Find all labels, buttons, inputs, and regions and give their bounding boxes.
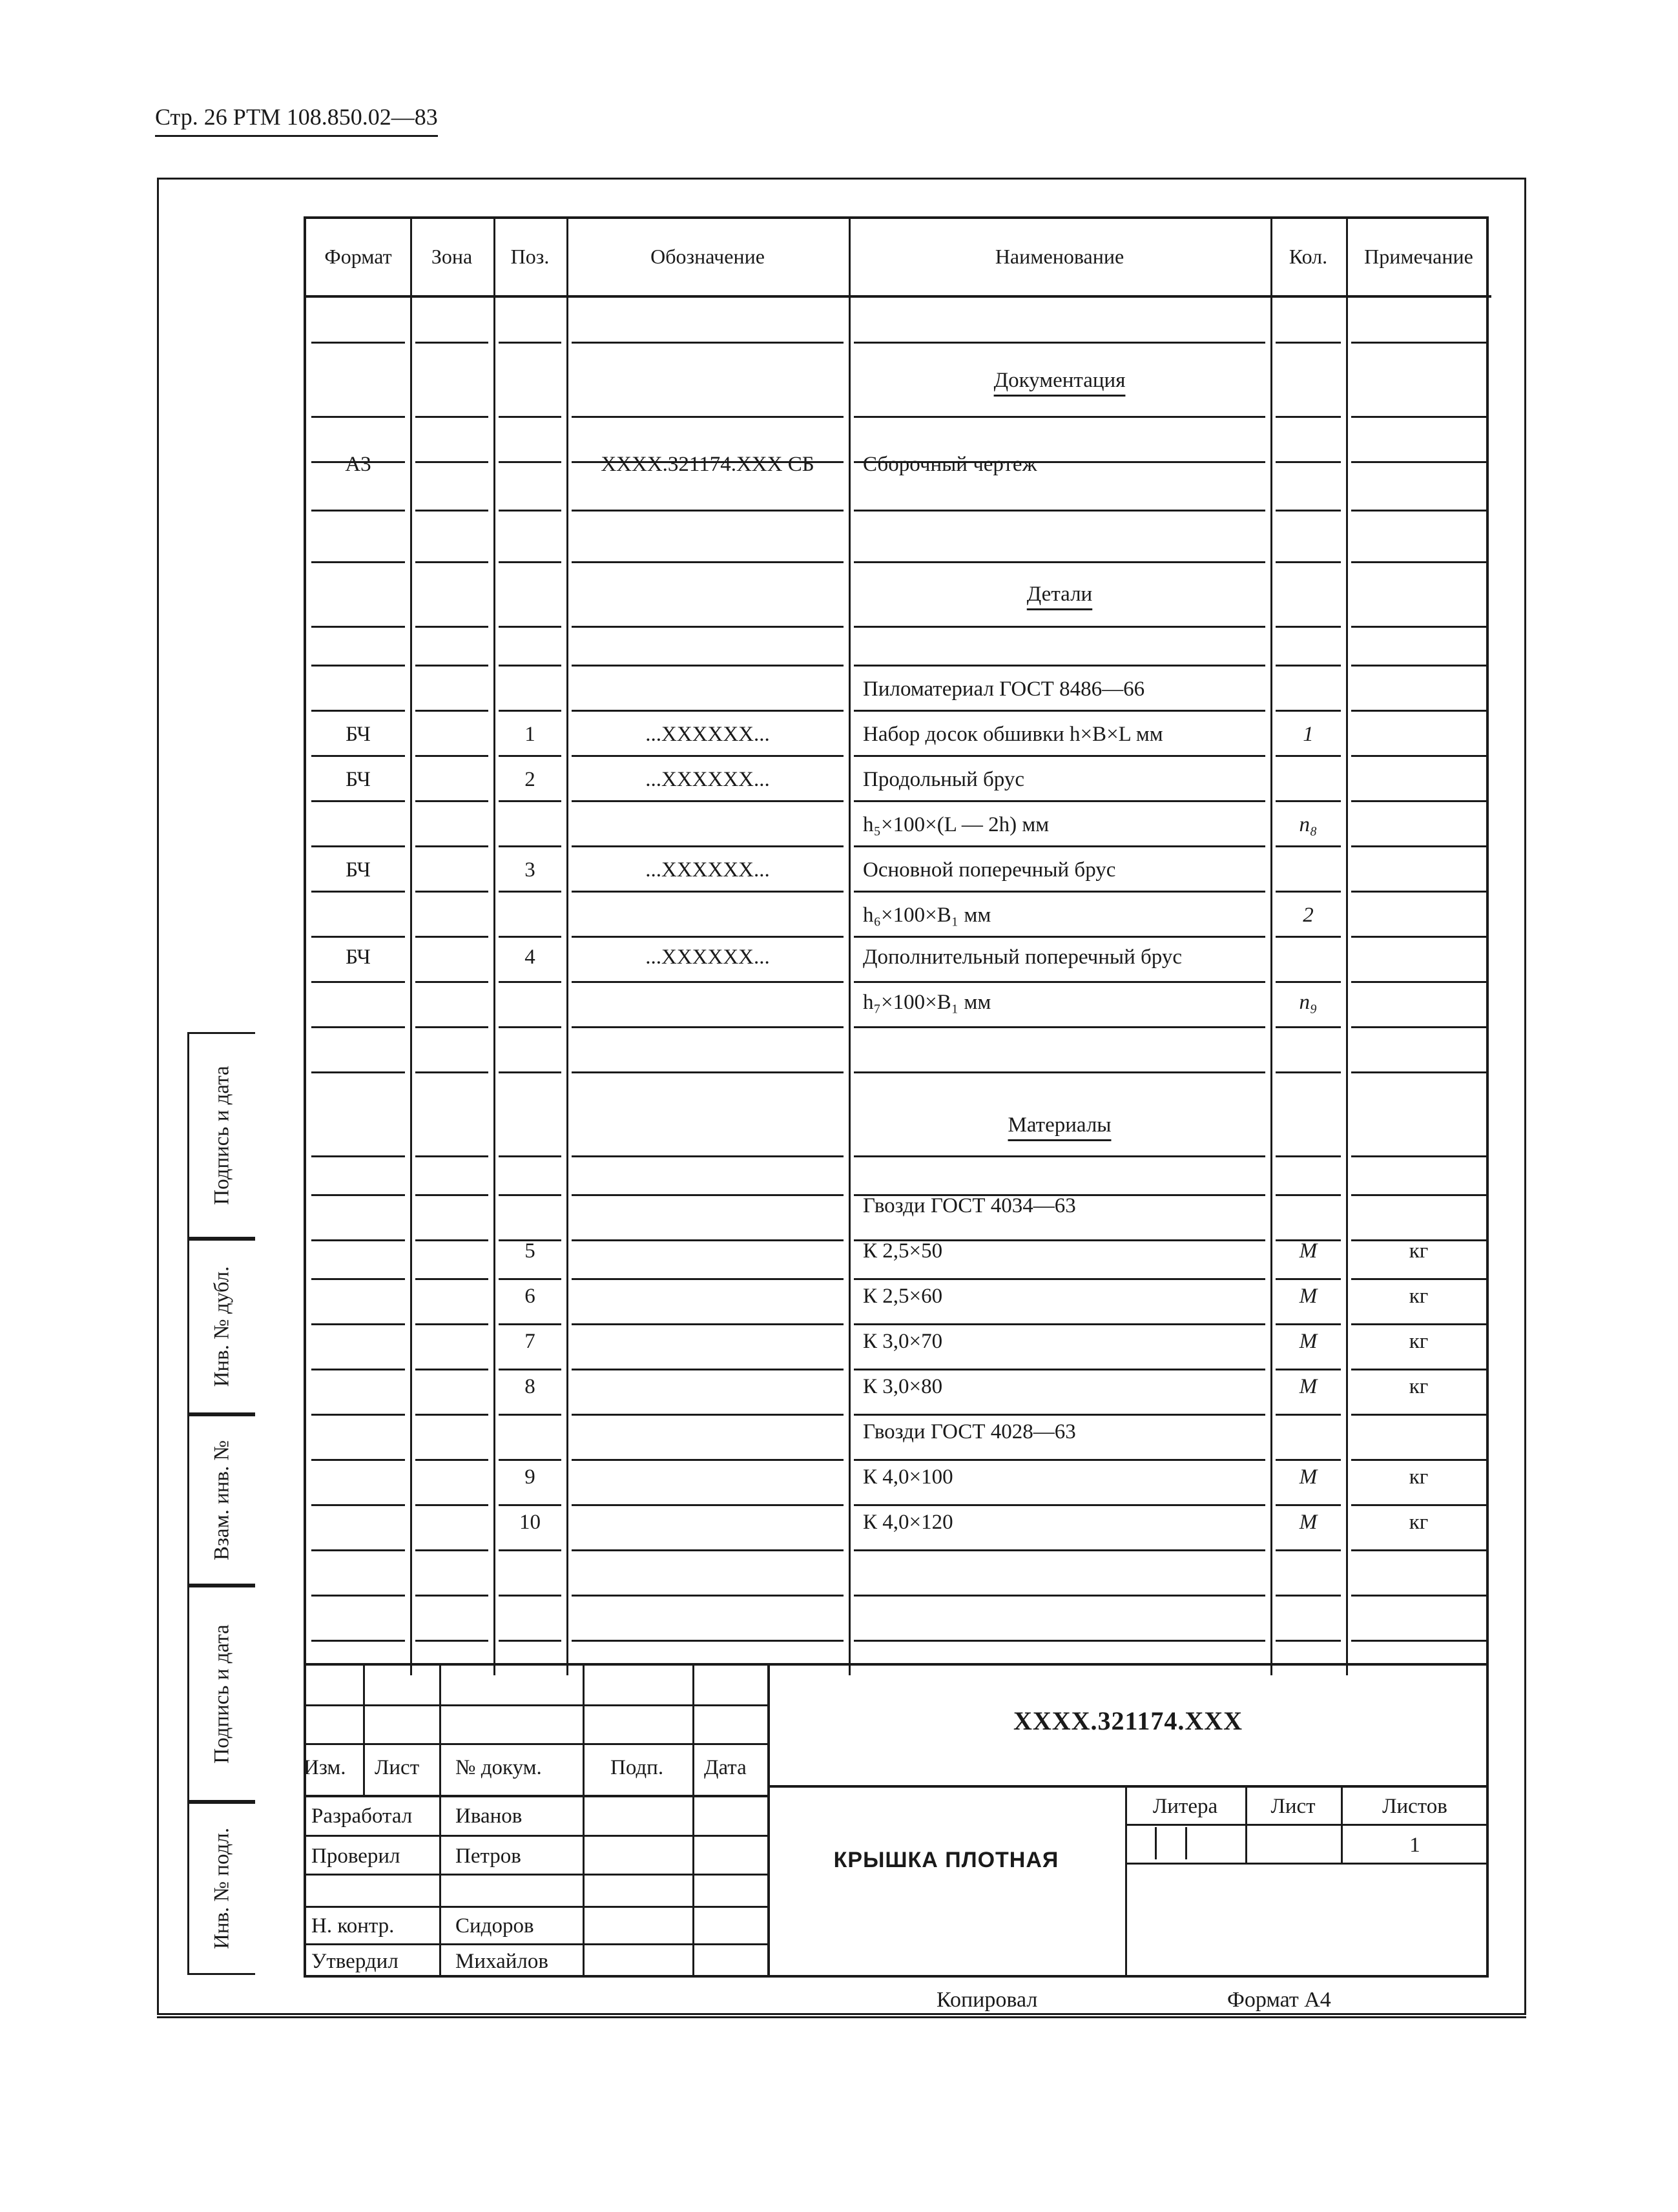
row-rule xyxy=(572,1549,844,1551)
row-rule xyxy=(311,800,405,802)
row-rule xyxy=(415,1155,488,1157)
row-rule xyxy=(854,710,1265,712)
row-rule xyxy=(311,1278,405,1280)
row-rule xyxy=(311,1026,405,1028)
tb-col-doc: № докум. xyxy=(455,1756,542,1779)
row-rule xyxy=(499,1071,561,1073)
row-11-note: кг xyxy=(1409,1239,1429,1263)
row-rule xyxy=(1351,936,1486,938)
row-rule xyxy=(854,755,1265,757)
row-rule xyxy=(1351,1369,1486,1370)
row-rule xyxy=(1276,1071,1341,1073)
row-rule xyxy=(572,710,844,712)
row-rule xyxy=(1276,1504,1341,1506)
row-rule xyxy=(415,510,488,512)
row-rule xyxy=(1276,1414,1341,1416)
row-rule xyxy=(572,1504,844,1506)
row-7-name: h₆×100×B₁ мм xyxy=(863,904,991,927)
row-rule xyxy=(499,1549,561,1551)
row-8-designation: ...ХХХХХХ... xyxy=(645,946,770,969)
row-17-qty: М xyxy=(1299,1511,1318,1534)
row-9-qty: n₉ xyxy=(1299,991,1318,1014)
row-rule xyxy=(415,1026,488,1028)
row-rule xyxy=(311,845,405,847)
row-rule xyxy=(1276,845,1341,847)
row-8-pos: 4 xyxy=(524,946,535,969)
side-label-sign-date-2: Подпись и дата xyxy=(210,1624,234,1764)
row-rule xyxy=(1276,1640,1341,1642)
row-rule xyxy=(1351,1278,1486,1280)
row-rule xyxy=(499,755,561,757)
row-rule xyxy=(1276,755,1341,757)
row-rule xyxy=(572,891,844,893)
row-rule xyxy=(1276,416,1341,418)
row-rule xyxy=(499,1026,561,1028)
row-4-name: Продольный брус xyxy=(863,768,1024,791)
row-rule xyxy=(854,800,1265,802)
row-rule xyxy=(1276,710,1341,712)
tb-person-3: Сидоров xyxy=(455,1914,534,1938)
row-17-pos: 10 xyxy=(519,1511,541,1534)
row-rule xyxy=(311,1414,405,1416)
row-rule xyxy=(1351,710,1486,712)
tb-col-date: Дата xyxy=(704,1756,747,1779)
row-rule xyxy=(499,1369,561,1370)
row-rule xyxy=(1351,626,1486,628)
row-rule xyxy=(1276,626,1341,628)
row-rule xyxy=(572,1239,844,1241)
side-tab-vzam-inv xyxy=(187,1414,255,1586)
row-rule xyxy=(415,1640,488,1642)
row-rule xyxy=(1351,845,1486,847)
row-rule xyxy=(311,1194,405,1196)
row-rule xyxy=(415,710,488,712)
row-rule xyxy=(1276,342,1341,344)
row-rule xyxy=(1351,1504,1486,1506)
row-17-name: К 4,0×120 xyxy=(863,1511,953,1534)
row-rule xyxy=(854,981,1265,983)
row-rule xyxy=(1276,1026,1341,1028)
row-rule xyxy=(1351,981,1486,983)
row-rule xyxy=(1276,1155,1341,1157)
row-rule xyxy=(415,416,488,418)
row-rule xyxy=(311,1239,405,1241)
row-rule xyxy=(1351,1595,1486,1597)
tb-col-list: Лист xyxy=(375,1756,420,1779)
row-12-qty: М xyxy=(1299,1285,1318,1308)
frame-bottom-line xyxy=(157,2016,1526,2018)
row-rule xyxy=(415,1239,488,1241)
row-rule xyxy=(572,981,844,983)
row-rule xyxy=(572,342,844,344)
row-rule xyxy=(499,800,561,802)
side-tab-sign-date-2 xyxy=(187,1586,255,1802)
row-rule xyxy=(311,936,405,938)
tb-designation: ХХХХ.321174.ХХХ xyxy=(1013,1706,1243,1735)
row-rule xyxy=(1276,891,1341,893)
row-rule xyxy=(415,1071,488,1073)
row-5-name: h₅×100×(L — 2h) мм xyxy=(863,813,1050,836)
row-rule xyxy=(415,1595,488,1597)
row-rule xyxy=(415,665,488,667)
row-rule xyxy=(1351,461,1486,463)
row-rule xyxy=(499,561,561,563)
row-14-pos: 8 xyxy=(524,1375,535,1398)
row-rule xyxy=(311,1323,405,1325)
row-rule xyxy=(311,626,405,628)
row-rule xyxy=(311,1640,405,1642)
row-rule xyxy=(499,1414,561,1416)
row-11-pos: 5 xyxy=(524,1239,535,1263)
row-rule xyxy=(1276,800,1341,802)
row-rule xyxy=(311,416,405,418)
row-12-name: К 2,5×60 xyxy=(863,1285,943,1308)
row-rule xyxy=(1276,461,1341,463)
row-13-qty: М xyxy=(1299,1330,1318,1353)
row-rule xyxy=(499,1155,561,1157)
row-rule xyxy=(499,626,561,628)
row-rule xyxy=(1351,510,1486,512)
col-header-qty: Кол. xyxy=(1289,245,1328,268)
row-rule xyxy=(1351,1323,1486,1325)
row-rule xyxy=(415,936,488,938)
tb-litera: Литера xyxy=(1152,1795,1218,1818)
row-rule xyxy=(854,1595,1265,1597)
row-3-pos: 1 xyxy=(524,723,535,746)
row-1-format: А3 xyxy=(345,453,371,476)
row-rule xyxy=(572,665,844,667)
row-rule xyxy=(311,1549,405,1551)
row-16-qty: М xyxy=(1299,1465,1318,1489)
row-rule xyxy=(572,626,844,628)
tb-role-4: Утвердил xyxy=(311,1950,399,1973)
row-rule xyxy=(854,1549,1265,1551)
title-block xyxy=(304,1663,1489,1978)
row-rule xyxy=(415,1278,488,1280)
col-header-format: Формат xyxy=(324,245,392,268)
tb-col-izm: Изм. xyxy=(304,1756,346,1779)
row-rule xyxy=(1276,1278,1341,1280)
row-rule xyxy=(499,981,561,983)
row-rule xyxy=(1351,1155,1486,1157)
row-rule xyxy=(415,845,488,847)
row-rule xyxy=(854,845,1265,847)
row-rule xyxy=(1276,1549,1341,1551)
row-rule xyxy=(311,1504,405,1506)
row-4-designation: ...ХХХХХХ... xyxy=(645,768,770,791)
row-rule xyxy=(572,1155,844,1157)
page-header xyxy=(155,103,438,130)
row-10-name: Гвозди ГОСТ 4034—63 xyxy=(863,1194,1076,1217)
row-3-name: Набор досок обшивки h×B×L мм xyxy=(863,723,1163,746)
row-rule xyxy=(311,1071,405,1073)
row-rule xyxy=(854,1155,1265,1157)
row-rule xyxy=(1351,1071,1486,1073)
row-rule xyxy=(572,936,844,938)
tb-role-3: Н. контр. xyxy=(311,1914,395,1938)
row-rule xyxy=(415,800,488,802)
row-rule xyxy=(499,510,561,512)
row-rule xyxy=(1276,1194,1341,1196)
side-label-vzam-inv: Взам. инв. № xyxy=(210,1440,234,1560)
row-9-name: h₇×100×B₁ мм xyxy=(863,991,991,1014)
tb-col-sign: Подп. xyxy=(610,1756,664,1779)
row-rule xyxy=(499,936,561,938)
row-rule xyxy=(854,936,1265,938)
side-tab-inv-dubl xyxy=(187,1239,255,1414)
row-rule xyxy=(415,1459,488,1461)
row-rule xyxy=(854,1071,1265,1073)
row-rule xyxy=(854,416,1265,418)
row-rule xyxy=(572,1369,844,1370)
row-rule xyxy=(499,891,561,893)
col-header-zone: Зона xyxy=(431,245,473,268)
row-6-pos: 3 xyxy=(524,858,535,882)
row-rule xyxy=(1351,1194,1486,1196)
row-rule xyxy=(854,1026,1265,1028)
col-header-name: Наименование xyxy=(995,245,1124,268)
row-11-qty: М xyxy=(1299,1239,1318,1263)
row-rule xyxy=(1276,936,1341,938)
footer-copied: Копировал xyxy=(937,1988,1038,2012)
row-rule xyxy=(415,561,488,563)
row-rule xyxy=(1351,342,1486,344)
row-16-pos: 9 xyxy=(524,1465,535,1489)
row-rule xyxy=(572,1071,844,1073)
row-rule xyxy=(854,1278,1265,1280)
row-rule xyxy=(311,981,405,983)
row-rule xyxy=(311,1155,405,1157)
row-rule xyxy=(415,1414,488,1416)
row-rule xyxy=(499,1640,561,1642)
row-13-name: К 3,0×70 xyxy=(863,1330,943,1353)
row-rule xyxy=(572,800,844,802)
row-rule xyxy=(854,1369,1265,1370)
col-header-pos: Поз. xyxy=(510,245,550,268)
row-rule xyxy=(415,1369,488,1370)
tb-title: КРЫШКА ПЛОТНАЯ xyxy=(833,1848,1059,1872)
row-rule xyxy=(499,342,561,344)
row-rule xyxy=(1351,1026,1486,1028)
row-rule xyxy=(854,665,1265,667)
row-12-pos: 6 xyxy=(524,1285,535,1308)
row-rule xyxy=(311,1459,405,1461)
row-rule xyxy=(854,1640,1265,1642)
row-3-qty: 1 xyxy=(1303,723,1314,746)
row-rule xyxy=(572,1459,844,1461)
section-documentation: Документация xyxy=(993,369,1126,392)
side-tab-inv-podl xyxy=(187,1802,255,1975)
row-3-designation: ...ХХХХХХ... xyxy=(645,723,770,746)
row-rule xyxy=(854,342,1265,344)
row-rule xyxy=(572,510,844,512)
row-rule xyxy=(499,461,561,463)
row-rule xyxy=(311,710,405,712)
side-label-sign-date-1: Подпись и дата xyxy=(210,1066,234,1205)
row-rule xyxy=(1351,1549,1486,1551)
row-rule xyxy=(1351,1414,1486,1416)
row-rule xyxy=(572,1323,844,1325)
row-rule xyxy=(415,1323,488,1325)
row-rule xyxy=(854,510,1265,512)
row-rule xyxy=(572,416,844,418)
row-17-note: кг xyxy=(1409,1511,1429,1534)
row-rule xyxy=(1276,665,1341,667)
row-rule xyxy=(415,626,488,628)
row-rule xyxy=(499,1194,561,1196)
row-rule xyxy=(499,416,561,418)
row-rule xyxy=(1276,510,1341,512)
row-rule xyxy=(572,1595,844,1597)
section-materials: Материалы xyxy=(1008,1113,1112,1137)
row-4-pos: 2 xyxy=(524,768,535,791)
row-14-note: кг xyxy=(1409,1375,1429,1398)
row-rule xyxy=(415,342,488,344)
row-rule xyxy=(311,755,405,757)
page-header-text: Стр. 26 РТМ 108.850.02—83 xyxy=(155,104,438,130)
tb-person-1: Иванов xyxy=(455,1804,523,1828)
row-4-format: БЧ xyxy=(346,768,371,791)
row-rule xyxy=(311,891,405,893)
row-rule xyxy=(1351,1459,1486,1461)
row-rule xyxy=(499,1595,561,1597)
row-rule xyxy=(572,1278,844,1280)
row-14-qty: М xyxy=(1299,1375,1318,1398)
row-rule xyxy=(1276,981,1341,983)
row-rule xyxy=(1276,1323,1341,1325)
row-12-note: кг xyxy=(1409,1285,1429,1308)
row-13-note: кг xyxy=(1409,1330,1429,1353)
section-parts: Детали xyxy=(1026,583,1093,606)
row-rule xyxy=(415,981,488,983)
row-6-format: БЧ xyxy=(346,858,371,882)
row-16-name: К 4,0×100 xyxy=(863,1465,953,1489)
tb-role-1: Разработал xyxy=(311,1804,413,1828)
row-5-qty: n₈ xyxy=(1299,813,1318,836)
row-2-name: Пиломатериал ГОСТ 8486—66 xyxy=(863,677,1145,701)
row-16-note: кг xyxy=(1409,1465,1429,1489)
row-rule xyxy=(415,1194,488,1196)
row-rule xyxy=(854,891,1265,893)
tb-listov-value: 1 xyxy=(1409,1834,1420,1857)
row-rule xyxy=(415,1504,488,1506)
side-label-inv-dubl: Инв. № дубл. xyxy=(210,1266,234,1387)
tb-person-4: Михайлов xyxy=(455,1950,548,1973)
row-rule xyxy=(499,665,561,667)
row-rule xyxy=(311,342,405,344)
row-rule xyxy=(854,1459,1265,1461)
row-rule xyxy=(572,1414,844,1416)
row-3-format: БЧ xyxy=(346,723,371,746)
row-rule xyxy=(572,561,844,563)
row-rule xyxy=(1351,755,1486,757)
side-label-inv-podl: Инв. № подл. xyxy=(210,1827,234,1950)
row-rule xyxy=(854,626,1265,628)
row-rule xyxy=(1276,1595,1341,1597)
row-rule xyxy=(1276,1369,1341,1370)
row-rule xyxy=(1351,891,1486,893)
tb-person-2: Петров xyxy=(455,1845,521,1868)
row-rule xyxy=(572,1026,844,1028)
row-rule xyxy=(854,1323,1265,1325)
side-tab-sign-date-1 xyxy=(187,1032,255,1239)
row-rule xyxy=(499,1323,561,1325)
row-rule xyxy=(854,1414,1265,1416)
tb-list: Лист xyxy=(1270,1795,1316,1818)
row-rule xyxy=(499,1459,561,1461)
row-rule xyxy=(1276,1459,1341,1461)
row-rule xyxy=(572,1194,844,1196)
row-rule xyxy=(415,891,488,893)
row-13-pos: 7 xyxy=(524,1330,535,1353)
row-7-qty: 2 xyxy=(1303,904,1314,927)
row-rule xyxy=(1351,1640,1486,1642)
row-8-format: БЧ xyxy=(346,946,371,969)
col-header-note: Примечание xyxy=(1364,245,1473,268)
row-rule xyxy=(1351,800,1486,802)
row-rule xyxy=(415,1549,488,1551)
row-rule xyxy=(311,510,405,512)
tb-role-2: Проверил xyxy=(311,1845,400,1868)
col-header-designation: Обозначение xyxy=(650,245,765,268)
footer-format: Формат А4 xyxy=(1227,1988,1331,2012)
row-rule xyxy=(499,845,561,847)
row-rule xyxy=(499,1278,561,1280)
row-rule xyxy=(1351,561,1486,563)
row-1-name: Сборочный чертеж xyxy=(863,453,1037,476)
row-rule xyxy=(1351,665,1486,667)
row-rule xyxy=(415,461,488,463)
row-rule xyxy=(1351,416,1486,418)
row-rule xyxy=(311,665,405,667)
row-11-name: К 2,5×50 xyxy=(863,1239,943,1263)
row-15-name: Гвозди ГОСТ 4028—63 xyxy=(863,1420,1076,1443)
row-8-name: Дополнительный поперечный брус xyxy=(863,946,1182,969)
row-6-name: Основной поперечный брус xyxy=(863,858,1116,882)
row-rule xyxy=(499,710,561,712)
row-rule xyxy=(311,561,405,563)
row-rule xyxy=(1276,561,1341,563)
row-rule xyxy=(415,755,488,757)
row-rule xyxy=(311,1369,405,1370)
row-rule xyxy=(572,1640,844,1642)
row-1-designation: ХХХХ.321174.ХХХ СБ xyxy=(601,453,814,476)
row-6-designation: ...ХХХХХХ... xyxy=(645,858,770,882)
row-rule xyxy=(311,1595,405,1597)
row-rule xyxy=(572,845,844,847)
row-rule xyxy=(854,561,1265,563)
row-rule xyxy=(499,1504,561,1506)
row-rule xyxy=(572,755,844,757)
tb-listov: Листов xyxy=(1382,1795,1447,1818)
row-14-name: К 3,0×80 xyxy=(863,1375,943,1398)
row-rule xyxy=(854,1504,1265,1506)
